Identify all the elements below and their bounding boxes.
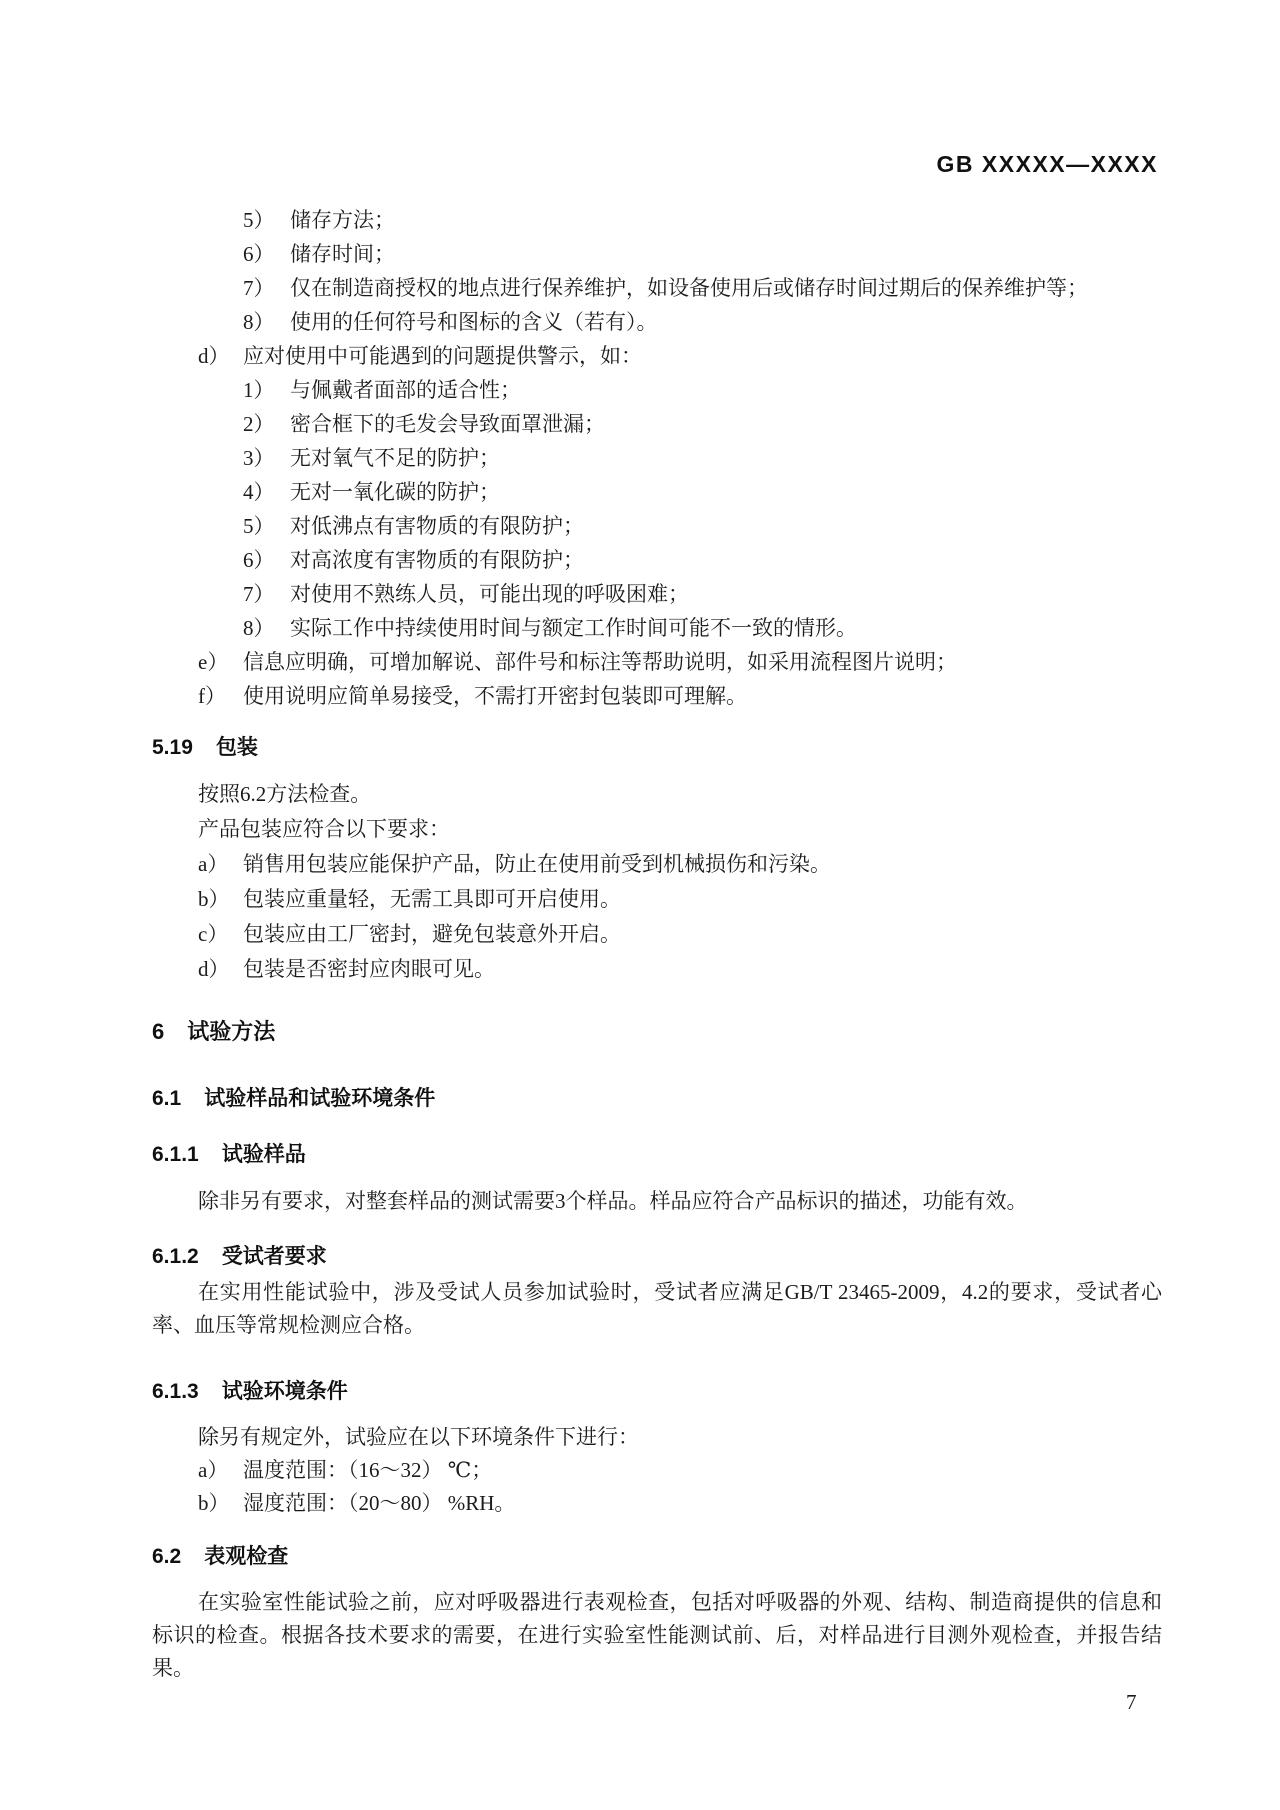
list-item bbox=[152, 407, 1162, 441]
list-item bbox=[152, 577, 1162, 611]
list-item bbox=[152, 1487, 1162, 1520]
section-heading-6-1 bbox=[152, 1082, 1162, 1116]
section-title: 表观检查 bbox=[204, 1545, 289, 1568]
list-item-text: 储存时间； bbox=[290, 242, 395, 266]
warning-list bbox=[152, 373, 1162, 645]
list-item bbox=[152, 203, 1162, 237]
list-item-text: 与佩戴者面部的适合性； bbox=[290, 378, 521, 402]
list-item-text: 仅在制造商授权的地点进行保养维护，如设备使用后或储存时间过期后的保养维护等； bbox=[290, 276, 1088, 300]
list-marker: a） bbox=[198, 1458, 229, 1482]
section-title: 包装 bbox=[215, 736, 258, 759]
list-marker: 5） bbox=[243, 208, 275, 232]
list-item bbox=[152, 475, 1162, 509]
list-item bbox=[152, 441, 1162, 475]
list-marker: c） bbox=[198, 922, 229, 946]
list-item-text: 无对一氧化碳的防护； bbox=[290, 480, 500, 504]
list-marker: f） bbox=[198, 684, 226, 708]
section-number: 6.1 bbox=[152, 1087, 182, 1110]
section-heading-6-2 bbox=[152, 1540, 1162, 1574]
standard-code-header: GB XXXXX—XXXX bbox=[936, 151, 1158, 177]
list-marker: d） bbox=[198, 957, 230, 981]
list-item-e bbox=[152, 645, 1162, 679]
list-item bbox=[152, 543, 1162, 577]
list-item-text: 信息应明确，可增加解说、部件号和标注等帮助说明，如采用流程图片说明； bbox=[243, 650, 957, 674]
section-heading-5-19 bbox=[152, 731, 1162, 765]
list-item-text: 应对使用中可能遇到的问题提供警示，如： bbox=[243, 344, 642, 368]
paragraph-check-method: 按照6.2方法检查。 bbox=[198, 782, 372, 806]
list-marker: 6） bbox=[243, 548, 275, 572]
list-marker: 2） bbox=[243, 412, 275, 436]
list-item-text: 包装应重量轻，无需工具即可开启使用。 bbox=[243, 887, 621, 911]
list-item-text: 使用说明应简单易接受，不需打开密封包装即可理解。 bbox=[243, 684, 747, 708]
section-heading-6-1-3 bbox=[152, 1375, 1162, 1409]
paragraph-subject-requirements: 在实用性能试验中，涉及受试人员参加试验时，受试者应满足GB/T 23465-2009，4.2的要求，受试者心率、血压等常规检测应合格。 bbox=[152, 1280, 1162, 1337]
section-title: 试验样品 bbox=[221, 1143, 306, 1166]
section-number: 5.19 bbox=[152, 736, 193, 759]
list-marker: 8） bbox=[243, 310, 275, 334]
environment-condition-list bbox=[152, 1454, 1162, 1520]
list-item bbox=[152, 1454, 1162, 1487]
list-marker: 7） bbox=[243, 582, 275, 606]
list-item-text: 无对氧气不足的防护； bbox=[290, 446, 500, 470]
list-marker: 7） bbox=[243, 276, 275, 300]
list-item-text: 对低沸点有害物质的有限防护； bbox=[290, 514, 584, 538]
list-item bbox=[152, 271, 1162, 305]
list-item-text: 使用的任何符号和图标的含义（若有）。 bbox=[290, 310, 658, 334]
list-item-text: 对高浓度有害物质的有限防护； bbox=[290, 548, 584, 572]
section-heading-6-1-1 bbox=[152, 1138, 1162, 1172]
list-item-text: 密合框下的毛发会导致面罩泄漏； bbox=[290, 412, 605, 436]
list-item-text: 对使用不熟练人员，可能出现的呼吸困难； bbox=[290, 582, 689, 606]
document-content bbox=[152, 203, 1162, 1685]
list-item bbox=[152, 847, 1162, 882]
page-number: 7 bbox=[1126, 1690, 1137, 1714]
section-title: 试验方法 bbox=[187, 1019, 276, 1044]
list-item bbox=[152, 373, 1162, 407]
paragraph-packaging-requirements: 产品包装应符合以下要求： bbox=[198, 817, 450, 841]
list-item-text: 温度范围：（16～32） ℃； bbox=[243, 1458, 493, 1482]
list-marker: 1） bbox=[243, 378, 275, 402]
list-marker: a） bbox=[198, 852, 229, 876]
list-item bbox=[152, 611, 1162, 645]
list-item bbox=[152, 509, 1162, 543]
list-marker: b） bbox=[198, 887, 230, 911]
section-number: 6.1.3 bbox=[152, 1380, 199, 1403]
list-marker: 4） bbox=[243, 480, 275, 504]
list-item-text: 包装应由工厂密封，避免包装意外开启。 bbox=[243, 922, 621, 946]
list-item bbox=[152, 237, 1162, 271]
section-number: 6 bbox=[152, 1019, 165, 1044]
list-item-text: 包装是否密封应肉眼可见。 bbox=[243, 957, 495, 981]
paragraph-visual-inspection: 在实验室性能试验之前，应对呼吸器进行表观检查，包括对呼吸器的外观、结构、制造商提供的信息和标识的检查。根据各技术要求的需要，在进行实验室性能测试前、后，对样品进行目测外观检查，并报告结果。 bbox=[152, 1590, 1162, 1680]
list-marker: b） bbox=[198, 1491, 230, 1515]
section-number: 6.1.2 bbox=[152, 1245, 199, 1268]
paragraph-environment-intro: 除另有规定外，试验应在以下环境条件下进行： bbox=[198, 1425, 639, 1449]
usage-instruction-list bbox=[152, 203, 1162, 339]
list-item-text: 实际工作中持续使用时间与额定工作时间可能不一致的情形。 bbox=[290, 616, 857, 640]
list-item-text: 储存方法； bbox=[290, 208, 395, 232]
list-marker: 8） bbox=[243, 616, 275, 640]
section-number: 6.2 bbox=[152, 1545, 182, 1568]
list-item bbox=[152, 952, 1162, 987]
list-marker: 5） bbox=[243, 514, 275, 538]
section-title: 试验样品和试验环境条件 bbox=[204, 1087, 436, 1110]
list-item bbox=[152, 917, 1162, 952]
list-item-f bbox=[152, 679, 1162, 713]
list-item-text: 湿度范围：（20～80） %RH。 bbox=[243, 1491, 516, 1515]
paragraph-test-samples: 除非另有要求，对整套样品的测试需要3个样品。样品应符合产品标识的描述，功能有效。 bbox=[198, 1189, 1028, 1213]
list-marker: 3） bbox=[243, 446, 275, 470]
section-title: 试验环境条件 bbox=[221, 1380, 348, 1403]
list-item bbox=[152, 305, 1162, 339]
list-item bbox=[152, 882, 1162, 917]
list-item-text: 销售用包装应能保护产品，防止在使用前受到机械损伤和污染。 bbox=[243, 852, 831, 876]
section-heading-6 bbox=[152, 1015, 1162, 1049]
list-item-d bbox=[152, 339, 1162, 373]
section-title: 受试者要求 bbox=[221, 1245, 327, 1268]
list-marker: d） bbox=[198, 344, 230, 368]
packaging-requirement-list bbox=[152, 847, 1162, 987]
list-marker: e） bbox=[198, 650, 229, 674]
section-number: 6.1.1 bbox=[152, 1143, 199, 1166]
section-heading-6-1-2 bbox=[152, 1240, 1162, 1274]
list-marker: 6） bbox=[243, 242, 275, 266]
